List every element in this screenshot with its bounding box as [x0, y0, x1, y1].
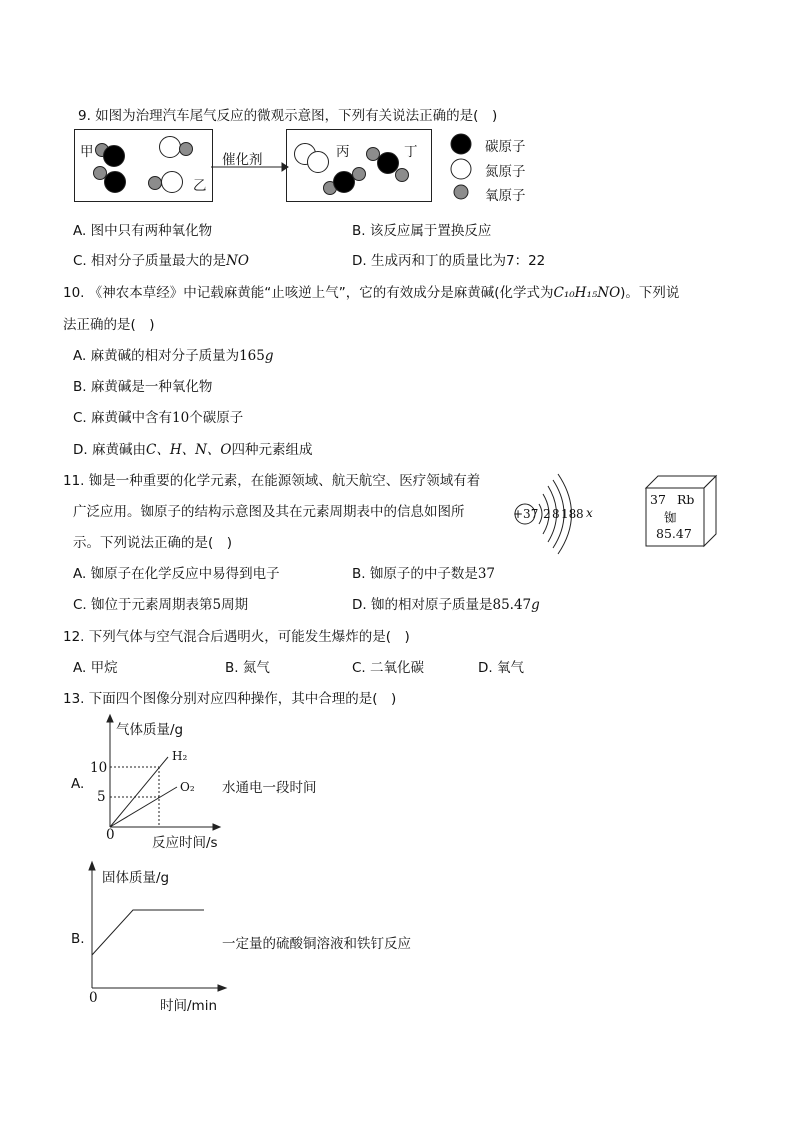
q11-option-c-text: C. 铷位于元素周期表第 [73, 597, 213, 613]
carbon-atom [378, 153, 399, 174]
legend-carbon-label: 碳原子 [485, 139, 526, 155]
shell-4: 8 [576, 507, 584, 521]
nitrogen-atom [160, 137, 181, 158]
q11-option-b-value: 37 [477, 566, 496, 582]
q9-stem: 9. 如图为治理汽车尾气反应的微观示意图，下列有关说法正确的是( ) [78, 108, 498, 124]
graph-a-series-o2: O₂ [180, 780, 195, 794]
carbon-atom [334, 172, 355, 193]
oxygen-atom [94, 167, 107, 180]
graph-b-option-label: B. [71, 931, 85, 947]
catalyst-label: 催化剂 [222, 152, 263, 168]
q10-stem-tail: )。下列说 [620, 285, 680, 301]
q10-option-d-tail: 四种元素组成 [231, 442, 313, 458]
legend-oxygen-label: 氧原子 [485, 188, 526, 204]
q12-option-b[interactable]: B. 氮气 [225, 660, 270, 676]
shell-2: 8 [552, 507, 560, 521]
q12-option-c[interactable]: C. 二氧化碳 [352, 660, 425, 676]
label-ding: 丁 [404, 144, 418, 160]
q11-option-c-value: 5 [212, 597, 222, 613]
q10-option-d-text: D. 麻黄碱由 [73, 442, 146, 458]
oxygen-atom [396, 169, 409, 182]
oxygen-atom [367, 148, 380, 161]
q11-option-d[interactable] [352, 593, 540, 613]
graph-a-o2-line [110, 787, 177, 827]
carbon-atom [105, 172, 126, 193]
graph-a-ytick-5: 5 [97, 789, 106, 805]
q10-option-d-elements: C、H、N、O [145, 442, 232, 458]
q11-option-a[interactable]: A. 铷原子在化学反应中易得到电子 [73, 566, 280, 582]
nucleus-charge: +37 [513, 507, 539, 521]
oxygen-atom [180, 143, 193, 156]
nitrogen-atom [162, 172, 183, 193]
graph-b-caption: 一定量的硫酸铜溶液和铁钉反应 [222, 936, 411, 952]
element-name: 铷 [664, 510, 677, 525]
graph-a-origin: 0 [106, 827, 115, 843]
label-yi: 乙 [193, 178, 207, 194]
element-symbol: Rb [677, 492, 695, 507]
atomic-mass: 85.47 [656, 526, 692, 541]
q10-option-c-tail: 个碳原子 [189, 410, 244, 426]
q10-option-a[interactable] [73, 344, 274, 364]
q12-stem: 12. 下列气体与空气混合后遇明火，可能发生爆炸的是( ) [63, 629, 410, 645]
graph-b-xlabel: 时间/min [160, 998, 218, 1014]
graph-a-ytick-10: 10 [90, 760, 108, 776]
graph-a-option-label: A. [71, 776, 85, 792]
q11-option-d-value: 85.47 [492, 597, 532, 613]
q9-option-a[interactable]: A. 图中只有两种氧化物 [73, 223, 213, 239]
shell-1: 2 [543, 507, 551, 521]
label-jia: 甲 [80, 144, 94, 160]
q9-option-c-text: C. 相对分子质量最大的是 [73, 253, 227, 269]
legend-nitrogen-label: 氮原子 [485, 164, 526, 180]
graph-a-ylabel: 气体质量/g [116, 722, 184, 738]
q11-stem-line1: 11. 铷是一种重要的化学元素，在能源领域、航天航空、医疗领域有着 [63, 473, 481, 489]
carbon-atom [104, 146, 125, 167]
shell-3: 18 [561, 507, 577, 521]
q12-option-a[interactable]: A. 甲烷 [73, 660, 118, 676]
label-bing: 丙 [336, 144, 350, 160]
q11-option-b[interactable] [352, 562, 495, 582]
graph-a-caption: 水通电一段时间 [222, 780, 317, 796]
molecule-drawing [70, 125, 540, 210]
q12-option-d[interactable]: D. 氧气 [478, 660, 524, 676]
graph-b-ylabel: 固体质量/g [102, 870, 170, 886]
q9-option-d[interactable]: D. 生成丙和丁的质量比为7：22 [352, 253, 546, 269]
graph-a-xlabel: 反应时间/s [152, 835, 218, 851]
shell-5: x [586, 506, 593, 520]
q11-option-d-text: D. 铷的相对原子质量是 [352, 597, 493, 613]
q11-option-c[interactable] [73, 593, 248, 613]
q10-option-c-value: 10 [172, 410, 190, 426]
nitrogen-atom [308, 152, 329, 173]
graph-b-origin: 0 [89, 990, 98, 1006]
oxygen-atom [353, 168, 366, 181]
q11-stem-line2: 广泛应用。铷原子的结构示意图及其在元素周期表中的信息如图所 [73, 504, 465, 520]
q10-stem-line1 [63, 281, 679, 301]
q10-option-c-text: C. 麻黄碱中含有 [73, 410, 173, 426]
q10-option-d[interactable] [73, 438, 312, 458]
legend-nitrogen-icon [451, 159, 471, 179]
q11-stem-line3: 示。下列说法正确的是( ) [73, 535, 233, 551]
q11-option-d-unit: g [531, 597, 540, 613]
q10-option-c[interactable] [73, 406, 243, 426]
q10-stem-text: 10. 《神农本草经》中记载麻黄能“止咳逆上气”，它的有效成分是麻黄碱(化学式为 [63, 285, 554, 301]
graph-a-series-h2: H₂ [172, 749, 188, 763]
q10-option-a-unit: g [264, 348, 274, 364]
q10-option-b[interactable]: B. 麻黄碱是一种氧化物 [73, 379, 213, 395]
q10-stem-line2: 法正确的是( ) [63, 317, 155, 333]
legend-oxygen-icon [454, 185, 468, 199]
q9-option-c-formula: NO [226, 253, 249, 269]
q11-option-b-text: B. 铷原子的中子数是 [352, 566, 478, 582]
q11-option-c-tail: 周期 [221, 597, 249, 613]
q10-formula: C₁₀H₁₅NO [553, 285, 621, 301]
oxygen-atom [149, 177, 162, 190]
graph-b-curve [92, 910, 204, 955]
atomic-number: 37 [650, 492, 666, 507]
q9-option-c[interactable] [73, 249, 249, 269]
q9-option-b[interactable]: B. 该反应属于置换反应 [352, 223, 492, 239]
q10-option-a-value: 165 [239, 348, 265, 364]
legend-carbon-icon [451, 134, 471, 154]
q10-option-a-text: A. 麻黄碱的相对分子质量为 [73, 348, 240, 364]
q13-stem: 13. 下面四个图像分别对应四种操作，其中合理的是( ) [63, 691, 397, 707]
